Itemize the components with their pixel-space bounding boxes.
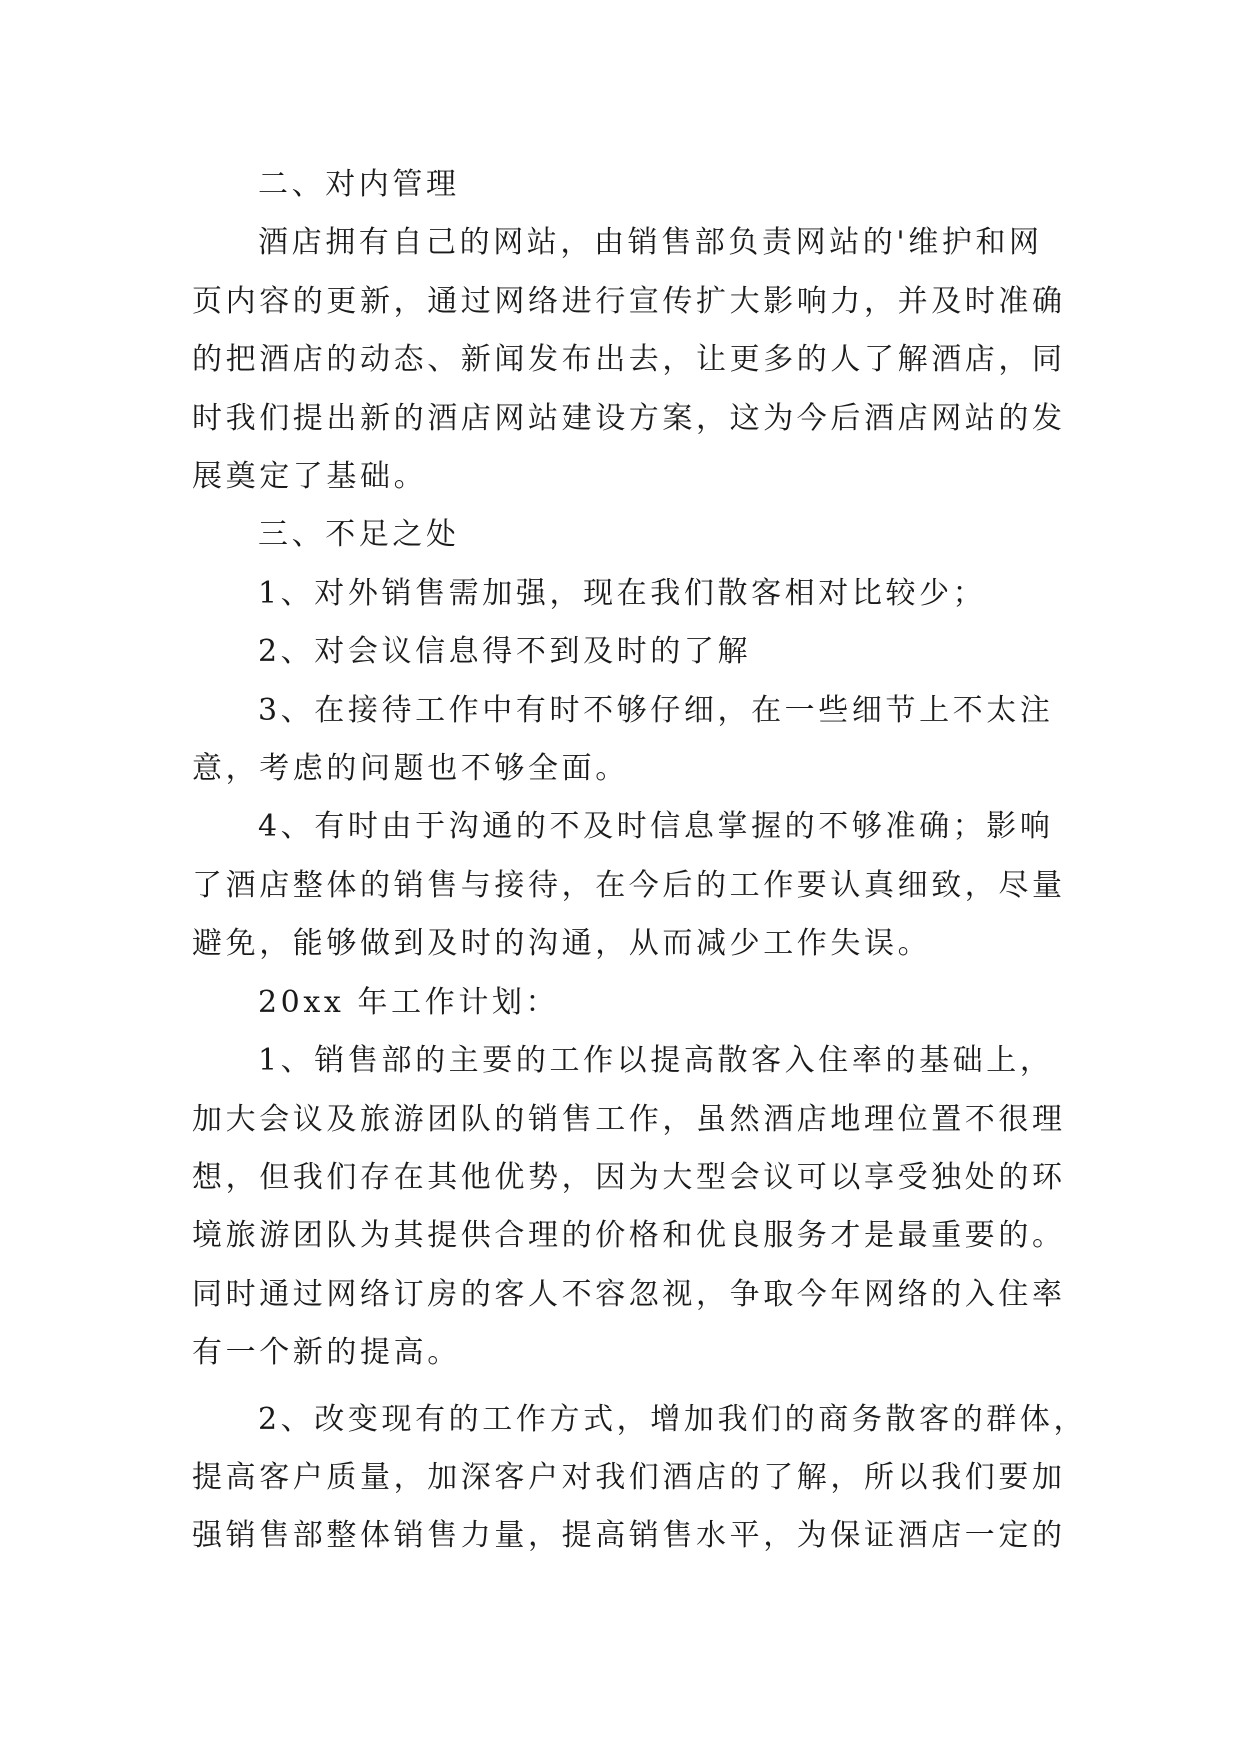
- text-line: 4、有时由于沟通的不及时信息掌握的不够准确；影响: [258, 809, 1054, 845]
- text-line: 有一个新的提高。: [192, 1335, 461, 1371]
- text-line: 1、销售部的主要的工作以提高散客入住率的基础上，: [258, 1043, 1054, 1079]
- text-line: 想，但我们存在其他优势，因为大型会议可以享受独处的环: [192, 1159, 1066, 1195]
- text-line: 意，考虑的问题也不够全面。: [192, 751, 629, 787]
- section-heading-shortcomings: [192, 506, 1072, 564]
- text-line: 二、对内管理: [258, 167, 460, 202]
- text-line: 同时通过网络订房的客人不容忽视，争取今年网络的入住率: [192, 1276, 1066, 1312]
- text-line: 3、在接待工作中有时不够仔细，在一些细节上不太注: [258, 692, 1054, 728]
- document-body: [192, 156, 1088, 1566]
- list-item-shortcoming-4: [192, 798, 1072, 973]
- list-item-plan-1: [192, 1032, 1072, 1382]
- list-item-plan-2: [192, 1391, 1088, 1566]
- section-heading-internal-management: [192, 156, 1072, 214]
- text-line: 时我们提出新的酒店网站建设方案，这为今后酒店网站的发: [192, 400, 1066, 436]
- list-item-shortcoming-1: [192, 565, 1072, 623]
- text-line: 酒店拥有自己的网站，由销售部负责网站的'维护和网: [258, 225, 1043, 261]
- text-line: 加大会议及旅游团队的销售工作，虽然酒店地理位置不很理: [192, 1101, 1066, 1137]
- text-line: 强销售部整体销售力量，提高销售水平，为保证酒店一定的: [192, 1518, 1066, 1554]
- text-line: 2、改变现有的工作方式，增加我们的商务散客的群体，: [258, 1401, 1088, 1437]
- text-line: 避免，能够做到及时的沟通，从而减少工作失误。: [192, 926, 932, 962]
- paragraph-spacer: [192, 1383, 1072, 1391]
- list-item-shortcoming-2: [192, 623, 1072, 681]
- section-heading-work-plan: [192, 974, 1072, 1032]
- text-line: 提高客户质量，加深客户对我们酒店的了解，所以我们要加: [192, 1459, 1066, 1495]
- text-line: 展奠定了基础。: [192, 459, 428, 495]
- text-line: 三、不足之处: [258, 517, 460, 553]
- text-line: 境旅游团队为其提供合理的价格和优良服务才是最重要的。: [192, 1218, 1066, 1254]
- text-line: 1、对外销售需加强，现在我们散客相对比较少；: [258, 575, 987, 611]
- text-line: 了酒店整体的销售与接待，在今后的工作要认真细致，尽量: [192, 867, 1066, 903]
- list-item-shortcoming-3: [192, 682, 1072, 799]
- text-line: 20xx 年工作计划：: [258, 984, 560, 1020]
- paragraph-website: [192, 214, 1072, 506]
- text-line: 的把酒店的动态、新闻发布出去，让更多的人了解酒店，同: [192, 342, 1066, 378]
- text-line: 2、对会议信息得不到及时的了解: [258, 634, 752, 670]
- text-line: 页内容的更新，通过网络进行宣传扩大影响力，并及时准确: [192, 283, 1066, 319]
